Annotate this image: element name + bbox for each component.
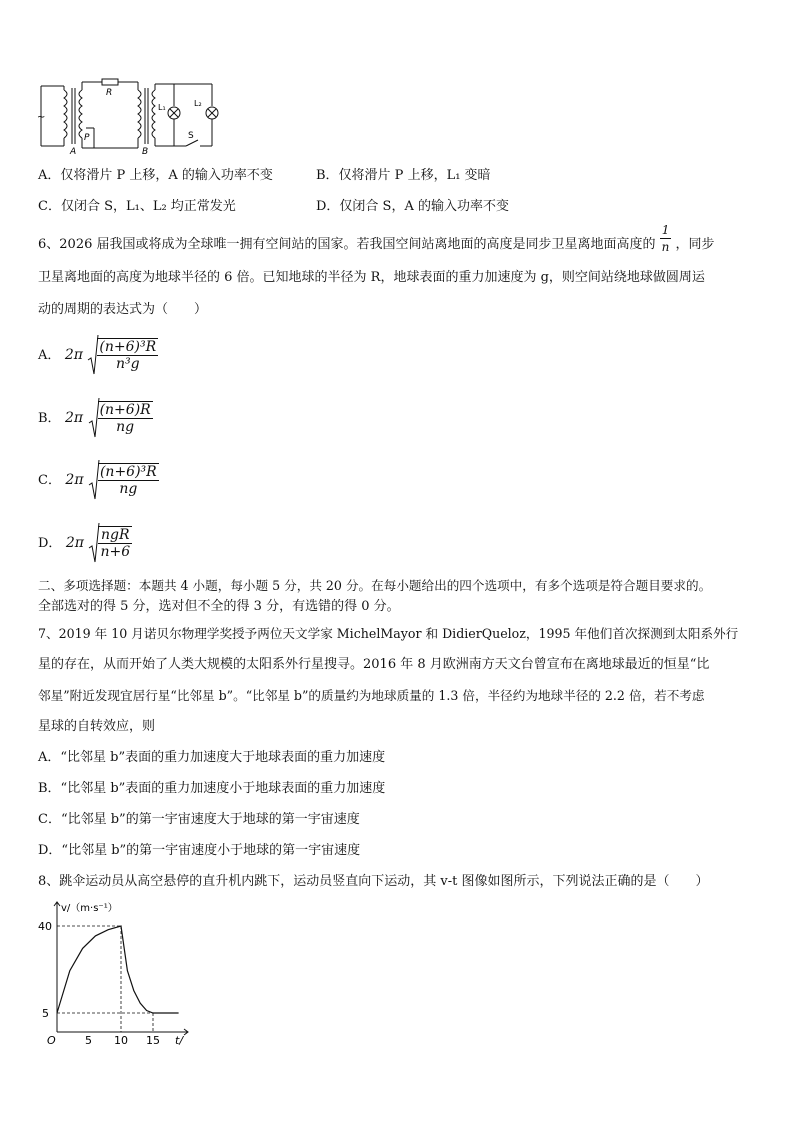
q6-stem-end: ，同步 [675,237,715,252]
q6-option-d[interactable] [38,522,132,564]
q6-option-c-num: (n+6)³R [99,464,157,480]
section2-heading-line2: 全部选对的得 5 分，选对但不全的得 3 分，有选错的得 0 分。 [38,599,400,614]
vt-ylabel: v/（m·s⁻¹） [61,903,118,914]
q7-option-b[interactable]: B．“比邻星 b”表面的重力加速度小于地球表面的重力加速度 [38,781,386,796]
q7-option-d[interactable]: D．“比邻星 b”的第一宇宙速度小于地球的第一宇宙速度 [38,843,361,858]
vt-chart [38,896,198,1048]
vt-ytick-40: 40 [38,920,52,933]
circuit-label-S: S [188,131,194,141]
q6-option-a-label: A． [38,348,61,363]
q6-fraction-num: 1 [660,222,672,239]
q6-stem-line2: 卫星离地面的高度为地球半径的 6 倍。已知地球的半径为 R，地球表面的重力加速度为 g，则空间站绕地球做圆周运 [38,270,705,285]
vt-xlabel: t/ [175,1034,184,1047]
q6-option-a-2pi: 2π [64,347,83,363]
q5-option-d[interactable]: D．仅闭合 S，A 的输入功率不变 [316,199,509,214]
vt-xtick-10: 10 [114,1034,128,1047]
q6-stem-text: 6、2026 届我国或将成为全球唯一拥有空间站的国家。若我国空间站离地面的高度是同步卫星离地面高度的 [38,237,656,252]
q7-stem-line4: 星球的自转效应，则 [38,719,156,734]
circuit-label-L1: L₁ [158,103,166,112]
q5-option-c[interactable]: C．仅闭合 S，L₁、L₂ 均正常发光 [38,199,236,214]
q6-option-d-den: n+6 [100,544,131,560]
q6-fraction [660,222,672,255]
q6-option-c-label: C． [38,473,61,488]
vt-xtick-5: 5 [85,1034,92,1047]
vt-origin-label: O [47,1034,56,1047]
q7-stem-line1: 7、2019 年 10 月诺贝尔物理学奖授予两位天文学家 MichelMayor 和 DidierQueloz，1995 年他们首次探测到太阳系外行 [38,626,739,641]
q6-option-b-num: (n+6)R [99,402,151,418]
q5-option-b[interactable]: B．仅将滑片 P 上移，L₁ 变暗 [316,168,491,183]
q6-option-a[interactable] [38,334,158,376]
circuit-label-R: R [106,88,113,98]
q6-option-c[interactable] [38,459,159,501]
q6-option-b-den: ng [116,419,135,435]
q6-option-b-2pi: 2π [65,410,84,426]
q6-option-d-num: ngR [98,527,132,544]
circuit-label-source: ~ [37,112,46,123]
circuit-label-B: B [142,147,149,154]
q7-stem-line2: 星的存在，从而开始了人类大规模的太阳系外行星搜寻。2016 年 8 月欧洲南方天文台曾宣布在离地球最近的恒星“比 [38,657,710,672]
q7-option-a[interactable]: A．“比邻星 b”表面的重力加速度大于地球表面的重力加速度 [38,750,386,765]
q8-stem-line1: 8、跳伞运动员从高空悬停的直升机内跳下，运动员竖直向下运动，其 v-t 图像如图所示，下列说法正确的是（ ） [38,874,709,889]
q6-option-d-2pi: 2π [65,535,84,551]
q5-option-a[interactable]: A．仅将滑片 P 上移，A 的输入功率不变 [38,168,273,183]
q6-option-c-2pi: 2π [65,472,84,488]
q6-option-a-den: n³g [115,356,140,372]
transformer-circuit-diagram [36,78,226,154]
circuit-label-P: P [84,133,90,143]
q7-stem-line3: 邻星”附近发现宜居行星“比邻星 b”。“比邻星 b”的质量约为地球质量的 1.3 倍，半径约为地球半径的 2.2 倍，若不考虑 [38,688,705,703]
q6-option-a-num: (n+6)³R [99,339,157,355]
circuit-label-L2: L₂ [194,99,202,108]
q7-option-c[interactable]: C．“比邻星 b”的第一宇宙速度大于地球的第一宇宙速度 [38,812,360,827]
section2-heading-line1: 二、多项选择题：本题共 4 小题，每小题 5 分，共 20 分。在每小题给出的四个选项中，有多个选项是符合题目要求的。 [38,578,712,593]
q6-option-c-den: ng [119,481,138,497]
vt-ytick-5: 5 [42,1007,49,1020]
q6-option-b[interactable] [38,397,153,439]
q6-option-d-label: D． [38,536,62,551]
q6-stem-line1 [38,223,715,255]
circuit-label-A: A [70,147,77,154]
vt-xtick-15: 15 [146,1034,160,1047]
q6-fraction-den: n [661,240,670,254]
q6-stem-line3: 动的周期的表达式为（ ） [38,302,208,317]
vt-series-line [57,926,179,1013]
q6-option-b-label: B． [38,411,61,426]
